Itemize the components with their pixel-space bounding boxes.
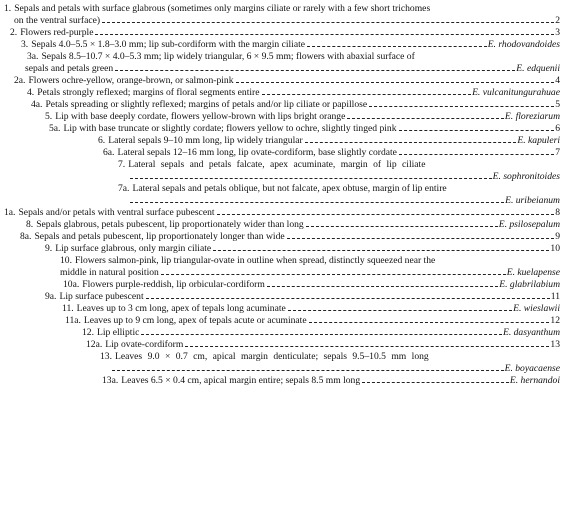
couplet-number: 3a.	[27, 51, 39, 62]
couplet-text-continued: middle in natural position	[60, 266, 159, 278]
key-couplet-2a	[14, 75, 560, 87]
couplet-number: 3.	[21, 39, 29, 50]
leader-dashes	[288, 310, 512, 311]
couplet-text: Leaves 9.0 × 0.7 cm, apical margin denticulate; sepals 9.5–10.5 mm long	[115, 351, 429, 362]
couplet-target: 8	[555, 207, 560, 218]
couplet-text: Lip surface glabrous, only margin ciliate	[55, 243, 212, 254]
couplet-text: Leaves up to 3 cm long, apex of tepals long acuminate	[76, 303, 286, 314]
couplet-number: 7.	[118, 159, 126, 170]
leader-dashes	[309, 322, 550, 323]
couplet-text: Flowers purple-reddish, lip orbicular-cordiform	[82, 279, 265, 290]
key-couplet-4a	[31, 99, 560, 111]
couplet-target: 7	[555, 147, 560, 158]
key-couplet-8a	[20, 231, 560, 243]
key-couplet-13a	[102, 375, 560, 387]
couplet-target: E. sophronitoides	[492, 170, 560, 182]
leader-dashes	[347, 118, 504, 119]
leader-dashes	[369, 106, 554, 107]
couplet-text: Sepals 4.0–5.5 × 1.8–3.0 mm; lip sub-cordiform with the margin ciliate	[31, 39, 306, 50]
couplet-number: 13.	[100, 351, 112, 362]
key-couplet-4	[27, 87, 560, 99]
key-couplet-1a	[4, 207, 560, 219]
couplet-text: Petals strongly reflexed; margins of floral segments entire	[37, 87, 260, 98]
couplet-text: Lateral sepals 12–16 mm long, lip ovate-cordiform, base slightly cordate	[117, 147, 397, 158]
leader-dashes	[185, 346, 549, 347]
couplet-text: Sepals and/or petals with ventral surface pubescent	[18, 207, 215, 218]
key-couplet-11	[62, 303, 560, 315]
couplet-target: E. glabrilabium	[499, 279, 560, 290]
leader-dashes	[130, 202, 504, 203]
key-couplet-13	[100, 351, 560, 375]
couplet-target: 3	[555, 27, 560, 38]
couplet-number: 5.	[45, 111, 53, 122]
couplet-target: E. wieslawii	[513, 303, 560, 314]
couplet-target: E. vulcanitungurahuae	[472, 87, 560, 98]
key-couplet-6a	[103, 147, 560, 159]
leader-dashes	[95, 34, 554, 35]
couplet-text: Lateral sepals and petals oblique, but not falcate, apex obtuse, margin of lip entire	[132, 183, 447, 194]
leader-dashes	[305, 142, 517, 143]
leader-dashes	[115, 70, 515, 71]
leader-dashes	[362, 382, 509, 383]
couplet-number: 4a.	[31, 99, 43, 110]
key-couplet-10a	[63, 279, 560, 291]
couplet-target: E. kuelapense	[506, 266, 560, 278]
couplet-number: 13a.	[102, 375, 119, 386]
couplet-text: Lip ovate-cordiform	[105, 339, 184, 350]
couplet-text-continued: on the ventral surface)	[14, 14, 101, 26]
leader-dashes	[141, 334, 502, 335]
couplet-target: E. rhodovandoides	[487, 39, 560, 50]
couplet-text: Flowers red-purple	[20, 27, 94, 38]
couplet-number: 9.	[45, 243, 53, 254]
couplet-number: 12a.	[86, 339, 103, 350]
couplet-target: 2	[555, 14, 560, 26]
leader-dashes	[399, 154, 554, 155]
leader-dashes	[146, 298, 550, 299]
couplet-target: E. edquenii	[516, 62, 560, 74]
couplet-number: 9a.	[45, 291, 57, 302]
couplet-target: 9	[555, 231, 560, 242]
couplet-text: Leaves 6.5 × 0.4 cm, apical margin entire; sepals 8.5 mm long	[121, 375, 361, 386]
couplet-text: Sepals and petals pubescent, lip proportionately longer than wide	[34, 231, 285, 242]
couplet-target: E. psilosepalum	[498, 219, 560, 230]
couplet-target: E. floreziarum	[504, 111, 560, 122]
couplet-number: 10.	[60, 255, 72, 266]
key-couplet-12a	[86, 339, 560, 351]
couplet-text: Sepals 8.5–10.7 × 4.0–5.3 mm; lip widely triangular, 6 × 9.5 mm; flowers with abaxial surface of	[41, 51, 415, 62]
leader-dashes	[236, 82, 555, 83]
couplet-text-continued: sepals and petals green	[25, 62, 114, 74]
key-couplet-2	[10, 27, 560, 39]
couplet-number: 10a.	[63, 279, 80, 290]
key-couplet-7a	[118, 183, 560, 207]
key-couplet-9	[45, 243, 560, 255]
couplet-target: E. uribeianum	[505, 194, 560, 206]
couplet-number: 6.	[98, 135, 106, 146]
leader-dashes	[161, 274, 506, 275]
couplet-text: Lip elliptic	[97, 327, 140, 338]
couplet-text: Petals spreading or slightly reflexed; margins of petals and/or lip ciliate or papillose	[45, 99, 368, 110]
key-couplet-5a	[49, 123, 560, 135]
key-couplet-12	[82, 327, 560, 339]
key-couplet-11a	[65, 315, 560, 327]
couplet-number: 11.	[62, 303, 74, 314]
couplet-target: E. boyacaense	[504, 362, 560, 374]
couplet-text: Lateral sepals and petals falcate, apex acuminate, margin of lip ciliate	[128, 159, 426, 170]
key-couplet-3	[21, 39, 560, 51]
leader-dashes	[306, 226, 498, 227]
couplet-number: 2.	[10, 27, 18, 38]
key-couplet-9a	[45, 291, 560, 303]
couplet-target: E. hernandoi	[509, 375, 560, 386]
key-couplet-8	[26, 219, 560, 231]
couplet-number: 5a.	[49, 123, 61, 134]
couplet-text: Sepals glabrous, petals pubescent, lip proportionately wider than long	[36, 219, 304, 230]
couplet-text: Lip with base deeply cordate, flowers yellow-brown with lips bright orange	[55, 111, 346, 122]
couplet-number: 12.	[82, 327, 94, 338]
couplet-number: 6a.	[103, 147, 115, 158]
couplet-number: 1.	[4, 3, 12, 14]
key-couplet-3a	[27, 51, 560, 75]
key-couplet-6	[98, 135, 560, 147]
leader-dashes	[262, 94, 472, 95]
couplet-target: E. dasyanthum	[502, 327, 560, 338]
couplet-number: 2a.	[14, 75, 26, 86]
key-couplet-10	[60, 255, 560, 279]
couplet-text: Leaves up to 9 cm long, apex of tepals acute or acuminate	[83, 315, 307, 326]
couplet-target: E. kapuleri	[517, 135, 560, 146]
couplet-target: 4	[555, 75, 560, 86]
leader-dashes	[130, 178, 492, 179]
couplet-number: 11a.	[65, 315, 81, 326]
couplet-number: 8a.	[20, 231, 32, 242]
couplet-number: 7a.	[118, 183, 130, 194]
couplet-text: Lateral sepals 9–10 mm long, lip widely triangular	[108, 135, 303, 146]
leader-dashes	[287, 238, 555, 239]
leader-dashes	[112, 370, 504, 371]
key-couplet-5	[45, 111, 560, 123]
couplet-text: Lip surface pubescent	[59, 291, 144, 302]
couplet-target: 5	[555, 99, 560, 110]
leader-dashes	[102, 22, 554, 23]
couplet-target: 6	[555, 123, 560, 134]
couplet-text: Flowers salmon-pink, lip triangular-ovate in outline when spread, distinctly squeezed near the	[75, 255, 436, 266]
couplet-number: 8.	[26, 219, 34, 230]
couplet-text: Flowers ochre-yellow, orange-brown, or salmon-pink	[28, 75, 234, 86]
couplet-number: 1a.	[4, 207, 16, 218]
couplet-number: 4.	[27, 87, 35, 98]
leader-dashes	[307, 46, 487, 47]
couplet-target: 12	[550, 315, 560, 326]
couplet-target: 11	[550, 291, 560, 302]
couplet-text: Sepals and petals with surface glabrous (sometimes only margins ciliate or rarely with a few short trichomes	[14, 3, 431, 14]
key-couplet-7	[118, 159, 560, 183]
couplet-text: Lip with base truncate or slightly cordate; flowers yellow to ochre, slightly tinged pink	[63, 123, 397, 134]
leader-dashes	[217, 214, 555, 215]
leader-dashes	[213, 250, 549, 251]
couplet-target: 13	[550, 339, 560, 350]
couplet-target: 10	[550, 243, 560, 254]
leader-dashes	[267, 286, 498, 287]
key-couplet-1	[4, 3, 560, 27]
leader-dashes	[399, 130, 555, 131]
